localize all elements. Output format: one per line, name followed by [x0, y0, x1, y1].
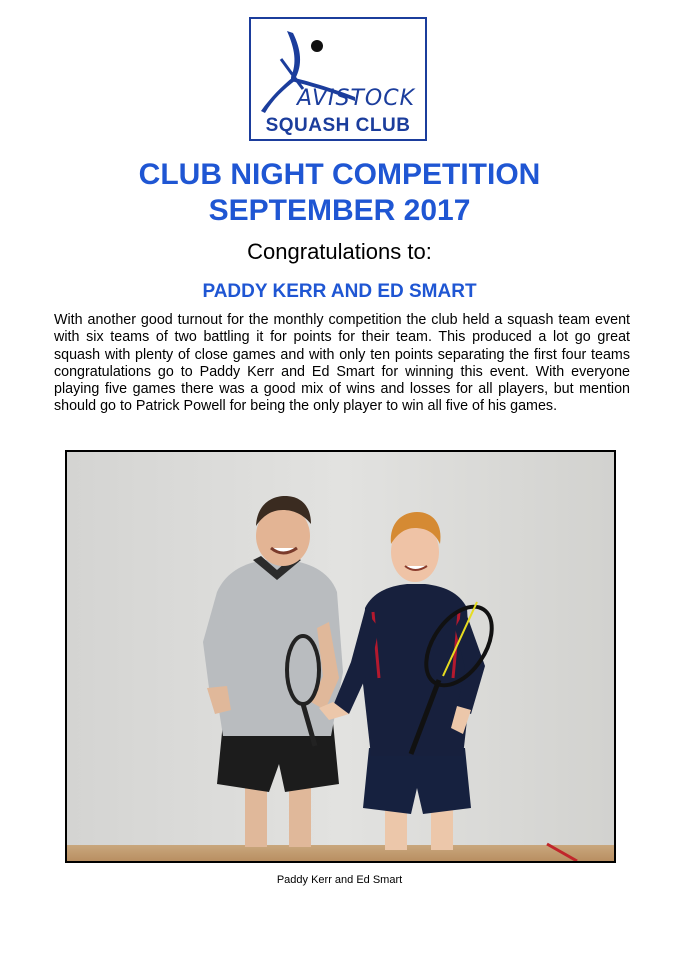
logo-subtitle: SQUASH CLUB	[265, 115, 411, 136]
congratulations-heading: Congratulations to:	[247, 239, 432, 264]
title-line-2: SEPTEMBER 2017	[208, 194, 471, 227]
logo-wordmark: AVISTOCK	[297, 86, 415, 111]
title-line-1: CLUB NIGHT COMPETITION	[138, 158, 541, 191]
photo-caption: Paddy Kerr and Ed Smart	[276, 874, 403, 886]
club-logo	[249, 17, 427, 141]
winners-names: PADDY KERR AND ED SMART	[202, 281, 477, 302]
page-title	[0, 157, 679, 229]
article-paragraph: With another good turnout for the monthly competition the club held a squash team event with six teams of two battling it for points for their team. This produced a lot go great squash with plenty of close games and with only ten points separating the first four teams congratulations go to Paddy Kerr and Ed Smart for winning this event. With everyone playing five games there was a good mix of wins and losses for all players, but mention should go to Patrick Powell for being the only player to win all five of his games.	[54, 312, 630, 415]
photo-illustration	[67, 452, 614, 861]
two-players-shaking-hands-photo	[65, 450, 616, 863]
